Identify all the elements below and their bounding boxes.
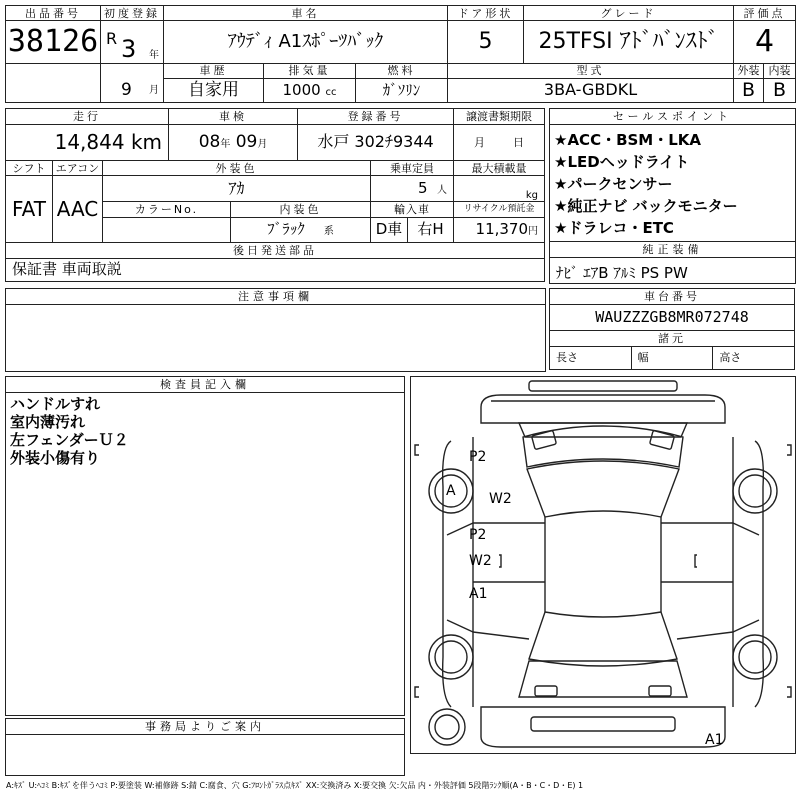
fuel-label: 燃料 [356,63,448,78]
inspection-label: 車検 [169,109,298,125]
inspection-year: 08 [198,131,221,152]
lot-number: 38126 [6,21,101,63]
capacity-label: 乗車定員 [371,160,454,176]
door-label: ドア形状 [448,6,524,21]
damage-mark: A [446,483,456,499]
exterior-label: 外装 [734,63,764,78]
model-label: 型式 [448,63,734,78]
inspection-year-unit: 年 [220,138,231,150]
inspection-month-unit: 月 [257,138,268,150]
inspector-box [5,376,405,716]
ac-label: エアコン [53,160,103,176]
sales-points-box [549,108,796,242]
ext-color-label: 外装色 [103,160,371,176]
inspector-line: ハンドルすれ [10,395,101,413]
sales-point: ★ACC・BSM・LKA [554,131,702,149]
height-label: 高さ [713,346,795,369]
history-label: 車歴 [164,63,264,78]
ac: AAC [53,176,103,242]
lot-label: 出品番号 [6,6,101,21]
load-unit: kg [454,176,545,201]
recycle-unit: 円 [528,226,539,238]
transfer-day-unit: 日 [513,135,525,149]
sales-point: ★ドラレコ・ETC [554,219,674,237]
inspection-month: 09 [235,131,258,152]
interior-label: 内装 [764,63,796,78]
inspector-line: 室内薄汚れ [10,413,86,431]
era: R [106,29,118,49]
sales-point: ★パークセンサー [554,175,673,193]
first-reg-year: 3 [121,35,137,64]
grade: 25TFSI ｱﾄﾞﾊﾞﾝｽﾄﾞ [524,21,734,63]
interior-grade: B [764,78,796,102]
office-box [5,718,405,776]
inspector-line: 外装小傷有り [10,449,101,467]
mileage-unit: km [130,130,163,155]
damage-mark: P2 [469,449,487,465]
recycle-label: リサイクル預託金 [454,201,545,217]
fuel: ｶﾞｿﾘﾝ [356,78,448,102]
first-reg-month: 9 [121,79,132,100]
grade-label: グレード [524,6,734,21]
plate-label: 登録番号 [298,109,454,125]
color-no-label: カラーNo. [103,201,231,217]
load-label: 最大積載量 [454,160,545,176]
import-label: 輸入車 [371,201,454,217]
damage-diagram [410,376,796,754]
office-label: 事務局よりご案内 [6,719,404,735]
dims-label: 諸元 [550,330,795,346]
later-label: 後日発送部品 [6,242,545,258]
displacement-unit: cc [325,86,337,98]
month-unit: 月 [149,84,159,96]
shift: FAT [6,176,53,242]
equipment-box [549,241,796,284]
chassis-table [549,288,795,370]
mileage: 14,844 [54,130,125,155]
ext-color: ｱｶ [103,176,371,201]
int-color-label: 内装色 [231,201,371,217]
blank-cell [6,63,101,102]
first-reg-label: 初度登録 [101,6,164,21]
width-label: 幅 [631,346,713,369]
car-name-label: 車名 [164,6,448,21]
transfer-month-unit: 月 [474,135,486,149]
damage-mark: P2 [469,527,487,543]
damage-mark: A1 [705,732,724,748]
mileage-label: 走行 [6,109,169,125]
damage-mark: A1 [469,586,488,602]
equipment-label: 純正装備 [550,242,795,258]
inspector-line: 左フェンダーＵ２ [10,431,129,449]
car-name: ｱｳﾃﾞｨ A1ｽﾎﾟｰﾂﾊﾞｯｸ [164,21,448,63]
int-color: ﾌﾞﾗｯｸ [267,220,305,239]
import-type: D車 [371,217,408,242]
shift-label: シフト [6,160,53,176]
sales-point: ★純正ナビ バックモニター [554,197,738,215]
capacity: 5 [417,179,428,198]
inspector-label: 検査員記入欄 [6,377,404,393]
transfer-label: 譲渡書類期限 [454,109,545,125]
sales-points-list [550,125,795,239]
steering: 右H [408,217,454,242]
int-color-suffix: 系 [323,226,334,238]
length-label: 長さ [550,346,632,369]
sales-point: ★LEDヘッドライト [554,153,690,171]
chassis-number: WAUZZZGB8MR072748 [550,304,795,330]
history: 自家用 [164,78,264,102]
legend-text: A:ｷｽﾞ U:ﾍｺﾐ B:ｷｽﾞを伴うﾍｺﾐ P:要塗装 W:補修跡 S:錆 C:腐食、穴 G:ﾌﾛﾝﾄｶﾞﾗｽ点ｷｽﾞ XX:交換済み X:要交換 欠:欠品 内・外装評価 5段階ﾗﾝｸ順(A・B・C・D・E) 1 [6,781,584,790]
doors: 5 [448,21,524,63]
plate: 水戸 302ﾁ9344 [298,124,454,160]
displacement: 1000 [282,80,321,99]
score: 4 [734,21,796,63]
notes-box [5,288,546,372]
year-unit: 年 [149,49,159,61]
vehicle-details-table [5,108,545,282]
model: 3BA-GBDKL [448,78,734,102]
recycle: 11,370 [475,220,529,239]
color-no-value [103,217,231,242]
displacement-label: 排気量 [264,63,356,78]
sales-points-label: セールスポイント [550,109,795,125]
equipment-value: ﾅﾋﾞ ｴｱB ｱﾙﾐ PS PW [556,264,688,282]
exterior-grade: B [734,78,764,102]
damage-mark: W2 [469,553,492,569]
later-items: 保証書 車両取説 [6,258,545,281]
notes-label: 注意事項欄 [6,289,545,305]
inspector-notes [6,393,404,467]
score-label: 評価点 [734,6,796,21]
damage-mark: W2 [489,491,512,507]
vehicle-header-table [5,5,796,103]
capacity-unit: 人 [437,185,448,197]
chassis-label: 車台番号 [550,289,795,305]
